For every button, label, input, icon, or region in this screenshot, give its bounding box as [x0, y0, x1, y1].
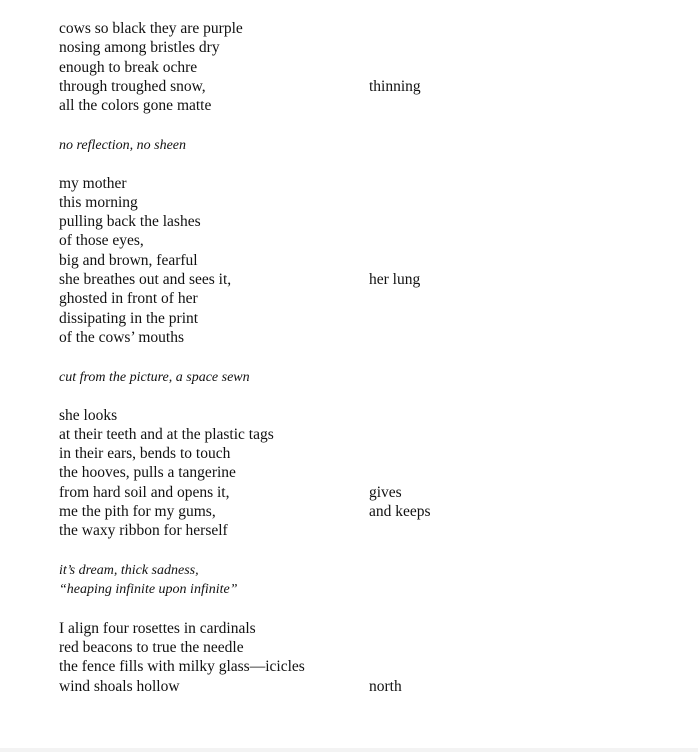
margin-note: her lung — [369, 271, 421, 288]
poem-line: red beacons to true the needle — [59, 639, 244, 656]
poem-line: the waxy ribbon for herself — [59, 522, 228, 539]
margin-note: gives — [369, 484, 402, 501]
poem-line: I align four rosettes in cardinals — [59, 620, 256, 637]
poem-line: from hard soil and opens it, — [59, 484, 230, 501]
poem-line: at their teeth and at the plastic tags — [59, 426, 274, 443]
poem-line: my mother — [59, 175, 127, 192]
poem-line: the fence fills with milky glass—icicles — [59, 658, 305, 675]
margin-note: and keeps — [369, 503, 431, 520]
poem-line: all the colors gone matte — [59, 97, 212, 114]
poem-line: she breathes out and sees it, — [59, 271, 232, 288]
poem-line: big and brown, fearful — [59, 252, 198, 269]
poem-line: ghosted in front of her — [59, 290, 198, 307]
poem-line: of the cows’ mouths — [59, 329, 184, 346]
poem-line: of those eyes, — [59, 232, 144, 249]
poem-line: she looks — [59, 407, 118, 424]
poem-line: the hooves, pulls a tangerine — [59, 464, 236, 481]
italic-line: “heaping infinite upon infinite” — [59, 582, 238, 597]
poem-line: cows so black they are purple — [59, 20, 243, 37]
poem-line: this morning — [59, 194, 138, 211]
italic-line: it’s dream, thick sadness, — [59, 563, 199, 578]
poem-line: me the pith for my gums, — [59, 503, 216, 520]
italic-line: no reflection, no sheen — [59, 138, 187, 153]
poem-line: pulling back the lashes — [59, 213, 201, 230]
margin-note: thinning — [369, 78, 421, 95]
poem-line: in their ears, bends to touch — [59, 445, 231, 462]
italic-line: cut from the picture, a space sewn — [59, 370, 250, 385]
page-bottom-edge — [0, 748, 698, 752]
margin-note: north — [369, 678, 402, 695]
poem-line: dissipating in the print — [59, 310, 199, 327]
poem-line: enough to break ochre — [59, 59, 198, 76]
poem-line: nosing among bristles dry — [59, 39, 220, 56]
poem-line: wind shoals hollow — [59, 678, 180, 695]
poem-line: through troughed snow, — [59, 78, 206, 95]
